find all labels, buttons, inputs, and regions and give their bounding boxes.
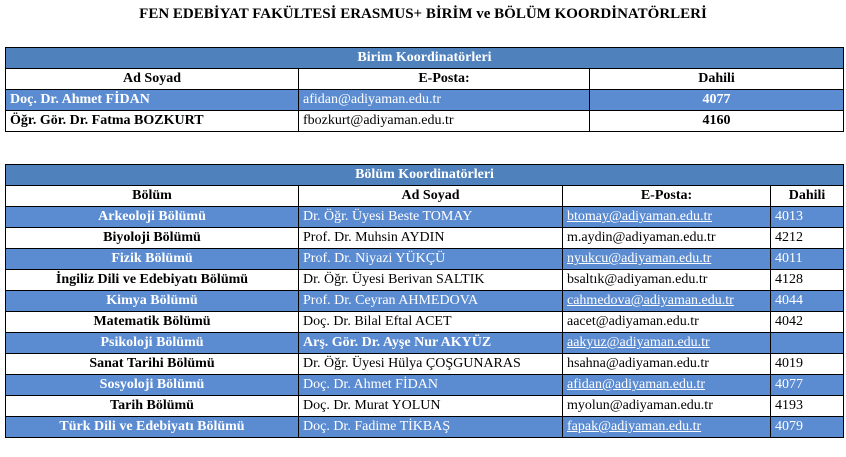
coordinator-name: Doç. Dr. Bilal Eftal ACET [299,312,563,333]
extension-number [771,333,844,354]
table-row [6,111,844,132]
department-name: Tarih Bölümü [6,396,299,417]
department-name: İngiliz Dili ve Edebiyatı Bölümü [6,270,299,291]
coordinator-name: Öğr. Gör. Dr. Fatma BOZKURT [6,111,299,132]
table-row [6,396,844,417]
coordinator-name: Dr. Öğr. Üyesi Berivan SALTIK [299,270,563,291]
email-link[interactable]: aakyuz@adiyaman.edu.tr [563,333,771,354]
coordinator-name: Prof. Dr. Muhsin AYDIN [299,228,563,249]
page-title: FEN EDEBİYAT FAKÜLTESİ ERASMUS+ BİRİM ve BÖLÜM KOORDİNATÖRLERİ [139,6,707,22]
coordinator-name: Arş. Gör. Dr. Ayşe Nur AKYÜZ [299,333,563,354]
coordinator-name: Dr. Öğr. Üyesi Beste TOMAY [299,207,563,228]
table-row [6,291,844,312]
extension-number: 4128 [771,270,844,291]
department-coordinators-table [5,164,844,438]
department-name: Fizik Bölümü [6,249,299,270]
col-header-email: E-Posta: [563,186,771,207]
coordinator-name: Dr. Öğr. Üyesi Hülya ÇOŞGUNARAS [299,354,563,375]
extension-number: 4212 [771,228,844,249]
col-header-email: E-Posta: [299,69,590,90]
extension-number: 4013 [771,207,844,228]
department-name: Sosyoloji Bölümü [6,375,299,396]
coordinator-name: Doç. Dr. Fadime TİKBAŞ [299,417,563,438]
email-link[interactable]: bsaltık@adiyaman.edu.tr [563,270,771,291]
email-link[interactable]: nyukcu@adiyaman.edu.tr [563,249,771,270]
department-name: Türk Dili ve Edebiyatı Bölümü [6,417,299,438]
department-table-caption: Bölüm Koordinatörleri [6,165,844,186]
table-row [6,354,844,375]
table-row [6,270,844,291]
table-row [6,312,844,333]
extension-number: 4193 [771,396,844,417]
email-link[interactable]: aacet@adiyaman.edu.tr [563,312,771,333]
email-link[interactable]: hsahna@adiyaman.edu.tr [563,354,771,375]
coordinator-name: Doç. Dr. Ahmet FİDAN [299,375,563,396]
coordinator-name: Doç. Dr. Ahmet FİDAN [6,90,299,111]
extension-number: 4077 [771,375,844,396]
email-link[interactable]: btomay@adiyaman.edu.tr [563,207,771,228]
extension-number: 4077 [590,90,844,111]
department-name: Sanat Tarihi Bölümü [6,354,299,375]
extension-number: 4011 [771,249,844,270]
col-header-department: Bölüm [6,186,299,207]
department-name: Psikoloji Bölümü [6,333,299,354]
department-name: Matematik Bölümü [6,312,299,333]
table-row [6,417,844,438]
col-header-extension: Dahili [771,186,844,207]
col-header-name: Ad Soyad [6,69,299,90]
col-header-extension: Dahili [590,69,844,90]
table-row [6,333,844,354]
extension-number: 4079 [771,417,844,438]
department-name: Kimya Bölümü [6,291,299,312]
table-row [6,207,844,228]
extension-number: 4160 [590,111,844,132]
table-row [6,249,844,270]
email-link[interactable]: fapak@adiyaman.edu.tr [563,417,771,438]
extension-number: 4042 [771,312,844,333]
table-row [6,90,844,111]
unit-table-caption: Birim Koordinatörleri [6,48,844,69]
table-row [6,228,844,249]
coordinator-name: Prof. Dr. Ceyran AHMEDOVA [299,291,563,312]
unit-coordinators-table [5,47,844,132]
email-link[interactable]: myolun@adiyaman.edu.tr [563,396,771,417]
email-link[interactable]: afidan@adiyaman.edu.tr [299,90,590,111]
email-link[interactable]: afidan@adiyaman.edu.tr [563,375,771,396]
department-name: Biyoloji Bölümü [6,228,299,249]
col-header-name: Ad Soyad [299,186,563,207]
department-name: Arkeoloji Bölümü [6,207,299,228]
extension-number: 4044 [771,291,844,312]
coordinator-name: Prof. Dr. Niyazi YÜKÇÜ [299,249,563,270]
extension-number: 4019 [771,354,844,375]
email-link[interactable]: fbozkurt@adiyaman.edu.tr [299,111,590,132]
email-link[interactable]: cahmedova@adiyaman.edu.tr [563,291,771,312]
table-row [6,375,844,396]
coordinator-name: Doç. Dr. Murat YOLUN [299,396,563,417]
email-link[interactable]: m.aydin@adiyaman.edu.tr [563,228,771,249]
